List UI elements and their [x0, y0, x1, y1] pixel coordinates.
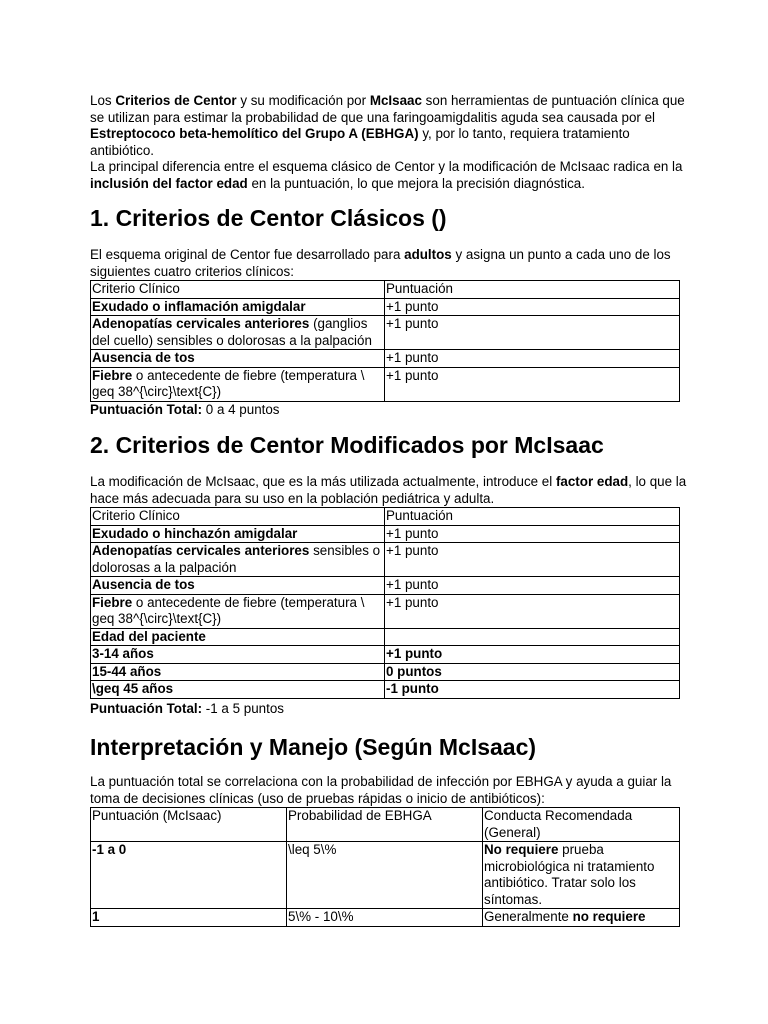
text-run: (ganglios del cuello) sensibles o dolorosas a la palpación — [92, 316, 372, 348]
bold-text: 3-14 años — [92, 646, 154, 661]
text-run: , lo que la hace más adecuada para su uso en la población pediátrica y adulta. — [90, 474, 687, 506]
table-header-cell: Puntuación — [385, 508, 680, 526]
table-header-row — [91, 508, 680, 526]
table-header-cell: Puntuación — [385, 281, 680, 299]
table-row — [91, 543, 680, 577]
interpretation-table — [90, 807, 680, 927]
table-header-cell: Probabilidad de EBHGA — [287, 808, 483, 842]
text-run: -1 a 5 puntos — [202, 701, 284, 716]
text-run: +1 punto — [386, 543, 439, 558]
text-run: Los — [90, 93, 116, 108]
bold-text: -1 a 0 — [92, 842, 127, 857]
table-cell — [385, 367, 680, 401]
table-row — [91, 594, 680, 628]
table-header-row — [91, 281, 680, 299]
section1-total — [90, 402, 280, 419]
bold-text: Fiebre — [92, 367, 133, 383]
mcisaac-table — [90, 507, 680, 699]
table-row — [91, 663, 680, 681]
text-run: en la puntuación, lo que mejora la precisión diagnóstica. — [247, 175, 585, 191]
text-run: +1 punto — [386, 367, 439, 383]
intro-paragraph-1 — [90, 93, 690, 159]
table-cell — [483, 909, 680, 927]
table-row — [91, 577, 680, 595]
table-cell — [91, 367, 385, 401]
bold-text: Fiebre — [92, 594, 133, 610]
table-cell — [91, 298, 385, 316]
bold-text: 1 — [92, 909, 100, 924]
bold-text: No requiere — [484, 842, 559, 857]
bold-text: Ausencia de tos — [92, 577, 195, 592]
text-run: y su modificación por — [236, 93, 370, 108]
section1-heading: 1. Criterios de Centor Clásicos () — [90, 205, 447, 231]
table-cell — [287, 842, 483, 909]
table-cell — [91, 663, 385, 681]
centor-classic-table — [90, 280, 680, 402]
bold-text: inclusión del factor edad — [90, 175, 248, 191]
table-header-cell: Conducta Recomendada (General) — [483, 808, 680, 842]
table-header-cell: Criterio Clínico — [91, 281, 385, 299]
table-cell — [91, 525, 385, 543]
bold-text: +1 punto — [386, 646, 443, 661]
table-cell — [91, 628, 385, 646]
bold-text: Ausencia de tos — [92, 350, 195, 365]
table-cell — [91, 909, 287, 927]
text-run: El esquema original de Centor fue desarrollado para — [90, 247, 405, 262]
bold-text: McIsaac — [369, 93, 422, 108]
table-cell — [91, 681, 385, 699]
text-run: y, por lo tanto, requiera tratamiento antibiótico. — [90, 126, 630, 158]
table-cell — [91, 646, 385, 664]
bold-text: Puntuación Total: — [90, 402, 203, 417]
intro-paragraph-2 — [90, 159, 690, 192]
table-cell — [91, 543, 385, 577]
text-run: prueba microbiológica ni tratamiento antibiótico. Tratar solo los síntomas. — [484, 842, 655, 907]
text-run: y asigna un punto a cada uno de los siguientes cuatro criterios clínicos: — [90, 247, 671, 279]
text-run: +1 punto — [386, 525, 439, 541]
table-cell — [91, 316, 385, 350]
bold-text: Edad del paciente — [92, 628, 206, 644]
table-cell — [385, 681, 680, 699]
bold-text: Adenopatías cervicales anteriores — [92, 316, 310, 331]
table-row — [91, 646, 680, 664]
bold-text: Puntuación Total: — [90, 701, 203, 716]
text-run: 5\% - 10\% — [288, 909, 354, 924]
text-run: La modificación de McIsaac, que es la más utilizada actualmente, introduce el — [90, 474, 556, 489]
bold-text: factor edad — [555, 474, 629, 489]
bold-text: Estreptococo beta-hemolítico del Grupo A (EBHGA) — [90, 126, 419, 141]
text-run: +1 punto — [386, 316, 439, 331]
table-cell — [385, 646, 680, 664]
text-run: o antecedente de fiebre (temperatura \ geq 38^{\circ}\text{C}) — [92, 594, 365, 626]
bold-text: -1 punto — [386, 681, 439, 696]
table-cell — [385, 543, 680, 577]
table-header-cell: Criterio Clínico — [91, 508, 385, 526]
bold-text: 15-44 años — [92, 663, 162, 679]
bold-text: Exudado o hinchazón amigdalar — [92, 525, 298, 541]
table-row — [91, 316, 680, 350]
bold-text: \geq 45 años — [92, 681, 174, 696]
section2-paragraph — [90, 474, 690, 507]
text-run: 0 a 4 puntos — [202, 402, 280, 417]
section2-heading: 2. Criterios de Centor Modificados por McIsaac — [90, 432, 604, 458]
table-cell — [287, 909, 483, 927]
table-cell — [385, 628, 680, 646]
table-cell — [91, 350, 385, 368]
text-run: +1 punto — [386, 594, 439, 610]
bold-text: 0 puntos — [386, 663, 442, 679]
table-cell — [385, 663, 680, 681]
table-row — [91, 681, 680, 699]
bold-text: Exudado o inflamación amigdalar — [92, 298, 306, 314]
table-cell — [385, 577, 680, 595]
table-row — [91, 842, 680, 909]
text-run: son herramientas de puntuación clínica que se utilizan para estimar la probabilidad de que una faringoamigdalitis aguda sea causada por el — [90, 93, 685, 125]
table-row — [91, 628, 680, 646]
table-cell — [385, 316, 680, 350]
table-cell — [483, 842, 680, 909]
section3-heading: Interpretación y Manejo (Según McIsaac) — [90, 734, 537, 760]
text-run: La puntuación total se correlaciona con la probabilidad de infección por EBHGA y ayuda a guiar la toma de decisiones clínicas (uso de pruebas rápidas o inicio de antibióticos): — [90, 774, 672, 806]
table-row — [91, 909, 680, 927]
table-cell — [91, 842, 287, 909]
text-run: +1 punto — [386, 577, 439, 592]
text-run: \leq 5\% — [288, 842, 337, 857]
section3-paragraph — [90, 774, 690, 807]
bold-text: no requiere — [572, 909, 646, 924]
section2-total — [90, 701, 284, 718]
table-cell — [385, 594, 680, 628]
table-row — [91, 525, 680, 543]
text-run: +1 punto — [386, 298, 439, 314]
table-row — [91, 298, 680, 316]
text-run: +1 punto — [386, 350, 439, 365]
table-cell — [91, 594, 385, 628]
text-run: La principal diferencia entre el esquema clásico de Centor y la modificación de McIsaac radica en la — [90, 159, 683, 174]
bold-text: Criterios de Centor — [115, 93, 237, 108]
table-cell — [385, 525, 680, 543]
table-cell — [385, 350, 680, 368]
text-run: sensibles o dolorosas a la palpación — [92, 543, 381, 575]
table-row — [91, 350, 680, 368]
bold-text: adultos — [404, 247, 452, 262]
table-cell — [385, 298, 680, 316]
table-header-row — [91, 808, 680, 842]
table-header-cell: Puntuación (McIsaac) — [91, 808, 287, 842]
text-run: Generalmente — [484, 909, 573, 924]
table-cell — [91, 577, 385, 595]
bold-text: Adenopatías cervicales anteriores — [92, 543, 310, 558]
text-run: o antecedente de fiebre (temperatura \ geq 38^{\circ}\text{C}) — [92, 367, 365, 399]
table-row — [91, 367, 680, 401]
section1-paragraph — [90, 247, 690, 280]
